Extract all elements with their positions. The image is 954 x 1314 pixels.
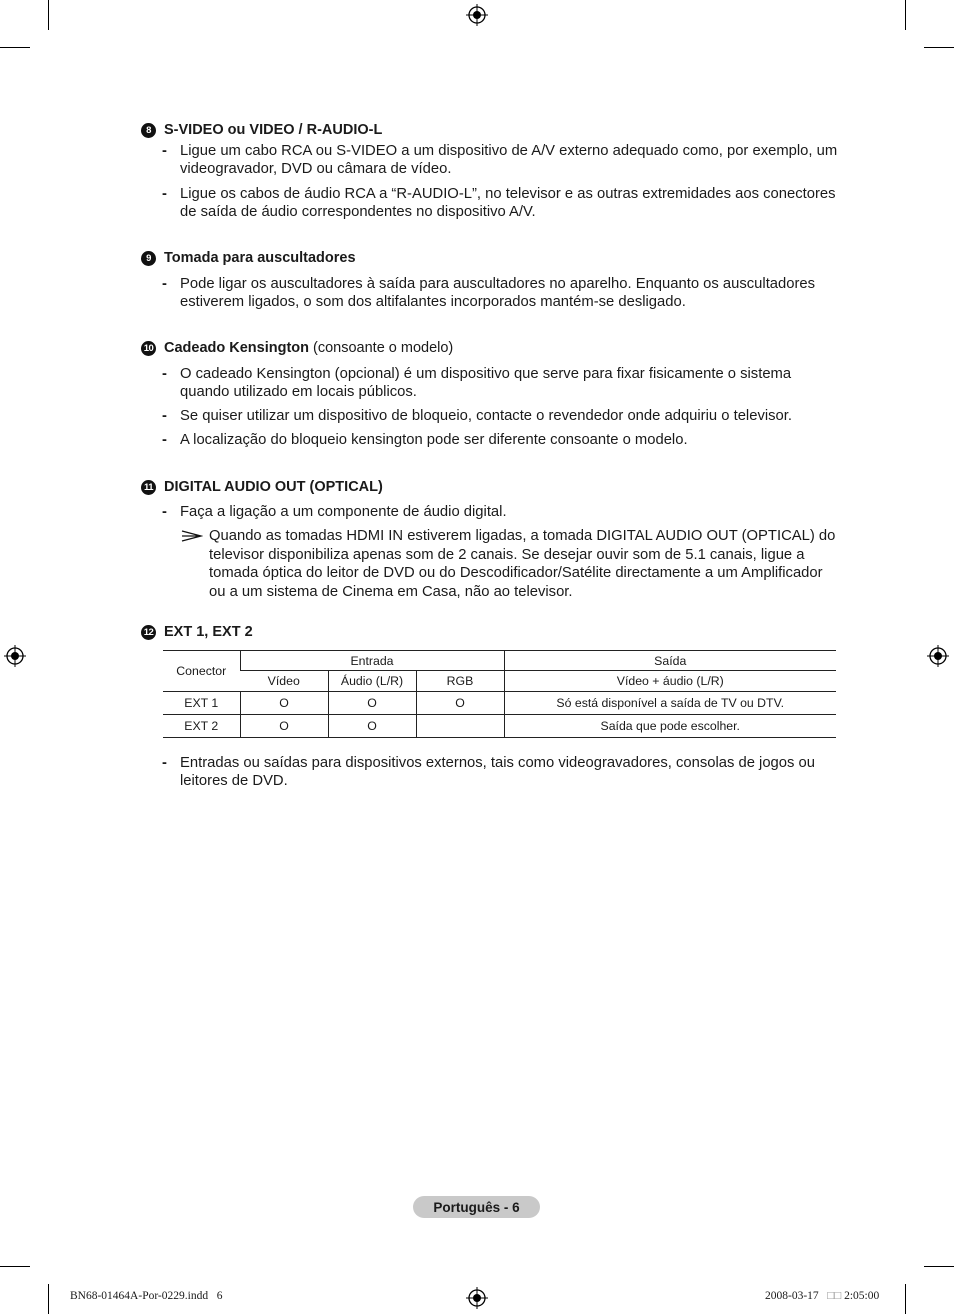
table-row xyxy=(163,715,836,738)
page-number-badge: Português - 6 xyxy=(413,1196,540,1218)
table-cell: O xyxy=(240,692,328,715)
note-block xyxy=(181,527,841,601)
section-title: Tomada para auscultadores xyxy=(164,250,356,266)
section-number-badge: 11 xyxy=(141,480,156,495)
table-cell: O xyxy=(240,715,328,738)
list-item-text: Ligue um cabo RCA ou S-VIDEO a um dispositivo de A/V externo adequado como, por exemplo, um videogravador, DVD ou câmara de vídeo. xyxy=(180,143,838,177)
section-number-badge: 8 xyxy=(141,123,156,138)
list-item-text: A localização do bloqueio kensington pode ser diferente consoante o modelo. xyxy=(180,432,688,448)
crop-mark xyxy=(0,1266,30,1267)
crop-mark xyxy=(48,0,49,30)
section-title: DIGITAL AUDIO OUT (OPTICAL) xyxy=(164,479,383,495)
slug-file-page: 6 xyxy=(216,1290,223,1302)
section-heading-digital-audio xyxy=(141,479,383,495)
section-heading-ext xyxy=(141,624,253,640)
section-heading-svideo xyxy=(141,122,382,138)
list-item-text: Entradas ou saídas para dispositivos externos, tais como videogravadores, consolas de jogos ou leitores de DVD. xyxy=(180,755,815,789)
section-title: Cadeado Kensington xyxy=(164,340,310,356)
list-item: - Entradas ou saídas para dispositivos externos, tais como videogravadores, consolas de jogos ou leitores de DVD. xyxy=(162,754,838,790)
list-item: - Se quiser utilizar um dispositivo de bloqueio, contacte o revendedor onde adquiriu o televisor. xyxy=(162,407,838,425)
table-cell: O xyxy=(328,692,416,715)
ext-connector-table xyxy=(163,650,836,738)
section-title: EXT 1, EXT 2 xyxy=(164,624,253,640)
crop-mark xyxy=(905,1284,906,1314)
table-cell: EXT 2 xyxy=(163,715,240,738)
table-header-connector: Conector xyxy=(163,651,240,692)
list-item-text: Ligue os cabos de áudio RCA a “R-AUDIO-L”, no televisor e as outras extremidades aos conectores de saída de áudio correspondentes no dispositivo A/V. xyxy=(180,186,836,220)
section-number-badge: 10 xyxy=(141,341,156,356)
section-number-badge: 9 xyxy=(141,251,156,266)
section-title: S-VIDEO ou VIDEO / R-AUDIO-L xyxy=(164,122,383,138)
table-cell: EXT 1 xyxy=(163,692,240,715)
registration-mark-icon xyxy=(466,1287,488,1309)
note-text: Quando as tomadas HDMI IN estiverem ligadas, a tomada DIGITAL AUDIO OUT (OPTICAL) do televisor disponibiliza apenas som de 2 canais. Se desejar ouvir som de 5.1 canais, ligue a tomada óptica do leitor de DVD ou do Descodificador/Satélite directamente a um Amplificador ou a um sistema de Cinema em Casa, não ao televisor. xyxy=(209,528,836,600)
list-item: - O cadeado Kensington (opcional) é um dispositivo que serve para fixar fisicamente o sistema quando utilizado em locais públicos. xyxy=(162,365,838,401)
list-item: - A localização do bloqueio kensington pode ser diferente consoante o modelo. xyxy=(162,431,838,449)
crop-mark xyxy=(48,1284,49,1314)
table-cell: O xyxy=(416,692,504,715)
table-subheader: Vídeo + áudio (L/R) xyxy=(504,671,836,692)
table-cell: Só está disponível a saída de TV ou DTV. xyxy=(504,692,836,715)
list-item-text: Se quiser utilizar um dispositivo de bloqueio, contacte o revendedor onde adquiriu o televisor. xyxy=(180,408,792,424)
table-cell: O xyxy=(328,715,416,738)
list-item: - Ligue um cabo RCA ou S-VIDEO a um dispositivo de A/V externo adequado como, por exemplo, um videogravador, DVD ou câmara de vídeo. xyxy=(162,143,838,177)
table-cell: Saída que pode escolher. xyxy=(504,715,836,738)
list-item: - Ligue os cabos de áudio RCA a “R-AUDIO-L”, no televisor e as outras extremidades aos conectores de saída de áudio correspondentes no dispositivo A/V. xyxy=(162,185,838,221)
table-row xyxy=(163,692,836,715)
slug-date: 2008-03-17 xyxy=(765,1290,819,1302)
slug-time: 2:05:00 xyxy=(844,1290,880,1302)
crop-mark xyxy=(905,0,906,30)
table-subheader: RGB xyxy=(416,671,504,692)
list-item-text: Pode ligar os auscultadores à saída para auscultadores no aparelho. Enquanto os auscultadores estiverem ligados, o som dos altifalantes incorporados mantém-se desligado. xyxy=(180,276,816,310)
registration-mark-icon xyxy=(466,4,488,26)
section-title-note: (consoante o modelo) xyxy=(313,340,454,356)
section-heading-kensington xyxy=(141,340,453,356)
table-subheader: Vídeo xyxy=(240,671,328,692)
print-slug-file xyxy=(70,1290,222,1302)
section-heading-headphones xyxy=(141,250,356,266)
print-slug-date xyxy=(765,1290,879,1302)
table-header-output: Saída xyxy=(504,651,836,671)
arrow-right-icon xyxy=(181,529,203,543)
list-item: - Faça a ligação a um componente de áudio digital. xyxy=(162,503,838,521)
table-header-input: Entrada xyxy=(240,651,504,671)
list-item-text: Faça a ligação a um componente de áudio digital. xyxy=(180,504,507,520)
section-number-badge: 12 xyxy=(141,625,156,640)
crop-mark xyxy=(924,47,954,48)
registration-mark-icon xyxy=(927,645,949,667)
crop-mark xyxy=(924,1266,954,1267)
table-subheader: Áudio (L/R) xyxy=(328,671,416,692)
slug-file-name: BN68-01464A-Por-0229.indd xyxy=(70,1290,209,1302)
slug-time-prefix: □□ xyxy=(827,1290,842,1302)
crop-mark xyxy=(0,47,30,48)
registration-mark-icon xyxy=(4,645,26,667)
table-cell xyxy=(416,715,504,738)
list-item-text: O cadeado Kensington (opcional) é um dispositivo que serve para fixar fisicamente o sistema quando utilizado em locais públicos. xyxy=(180,366,792,400)
list-item: - Pode ligar os auscultadores à saída para auscultadores no aparelho. Enquanto os auscultadores estiverem ligados, o som dos altifalantes incorporados mantém-se desligado. xyxy=(162,275,838,311)
